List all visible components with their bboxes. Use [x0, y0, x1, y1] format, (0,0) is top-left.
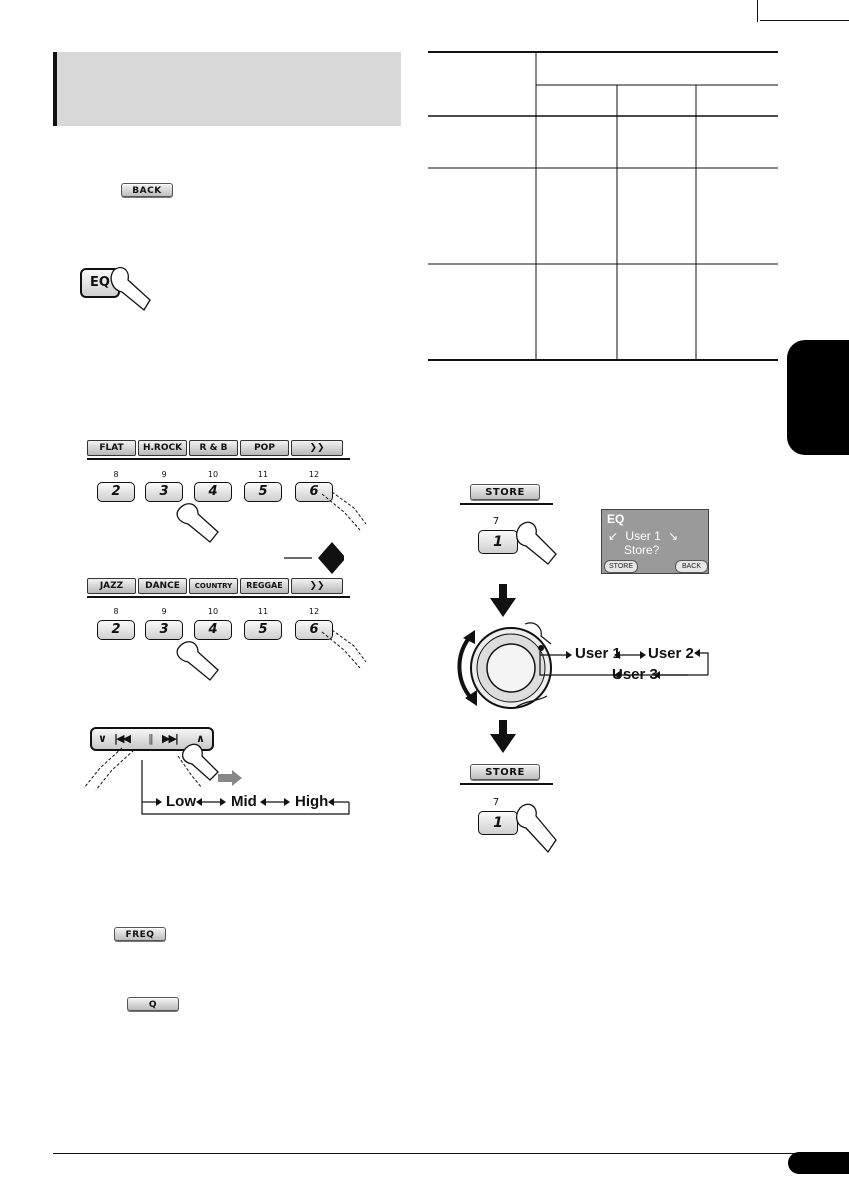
range-low-label: Low — [166, 793, 196, 810]
previous-icon[interactable]: |◀◀ — [114, 732, 129, 745]
next-page-icon[interactable]: ❯❯ — [291, 578, 343, 594]
preset-button-6[interactable]: 6 — [295, 482, 333, 502]
preset-number: 8 — [113, 470, 119, 479]
freq-button[interactable]: FREQ — [114, 927, 166, 941]
up-icon[interactable]: ∧ — [196, 732, 205, 745]
lcd-screen — [601, 509, 709, 574]
pressing-finger-icon — [508, 800, 564, 858]
footer-rule — [53, 1153, 849, 1154]
q-button[interactable]: Q — [127, 997, 179, 1011]
preset-button-5[interactable]: 5 — [244, 620, 282, 640]
preset-number: 12 — [308, 470, 320, 479]
step-down-arrow-icon — [490, 584, 516, 618]
lcd-line-1 — [608, 529, 678, 543]
separator-icon: ‖ — [148, 732, 154, 745]
eq-button-label: EQ — [90, 275, 110, 290]
language-side-tab — [787, 340, 849, 455]
lcd-title: EQ — [607, 512, 625, 526]
section-heading-box — [53, 52, 401, 126]
settings-table — [428, 50, 780, 364]
store-preset-number: 7 — [492, 797, 500, 808]
user-2-label: User 2 — [648, 645, 694, 662]
preset-rnb[interactable]: R & B — [189, 440, 238, 456]
eq-preset-strip-2 — [87, 578, 343, 594]
preset-reggae[interactable]: REGGAE — [240, 578, 289, 594]
user-3-label: User 3 — [612, 666, 658, 683]
preset-jazz[interactable]: JAZZ — [87, 578, 136, 594]
range-mid-label: Mid — [231, 793, 257, 810]
curve-arrow-right-icon: ↘ — [668, 529, 679, 543]
preset-button-3[interactable]: 3 — [145, 620, 183, 640]
preset-country[interactable]: COUNTRY — [189, 578, 238, 594]
user-1-label: User 1 — [575, 645, 621, 662]
pressing-finger-icon — [100, 262, 160, 317]
preset-number: 12 — [308, 607, 320, 616]
store-button[interactable]: STORE — [470, 764, 540, 780]
preset-button-1[interactable]: 1 — [478, 811, 518, 835]
preset-number: 8 — [113, 607, 119, 616]
preset-flat[interactable]: FLAT — [87, 440, 136, 456]
preset-button-4[interactable]: 4 — [194, 620, 232, 640]
next-icon[interactable]: ▶▶| — [162, 732, 177, 745]
divider — [460, 783, 553, 785]
dashed-finger-icon — [78, 744, 138, 792]
preset-button-2[interactable]: 2 — [97, 482, 135, 502]
dashed-finger-icon — [318, 628, 368, 676]
preset-number: 10 — [207, 607, 219, 616]
lcd-back-button[interactable]: BACK — [675, 560, 708, 573]
pressing-finger-icon — [170, 498, 230, 548]
preset-button-5[interactable]: 5 — [244, 482, 282, 502]
preset-button-6[interactable]: 6 — [295, 620, 333, 640]
down-icon[interactable]: ∨ — [98, 732, 107, 745]
pressing-finger-icon — [508, 518, 564, 570]
step-down-arrow-icon — [490, 720, 516, 754]
divider — [87, 596, 350, 598]
lcd-line-1-text: User 1 — [625, 529, 661, 543]
preset-button-1[interactable]: 1 — [478, 530, 518, 554]
lcd-line-2: Store? — [624, 543, 660, 557]
preset-number: 9 — [161, 470, 167, 479]
preset-button-3[interactable]: 3 — [145, 482, 183, 502]
preset-button-4[interactable]: 4 — [194, 482, 232, 502]
preset-number: 9 — [161, 607, 167, 616]
crop-mark — [760, 20, 849, 21]
preset-number: 11 — [257, 470, 269, 479]
crop-mark — [757, 0, 758, 22]
store-button[interactable]: STORE — [470, 484, 540, 500]
lcd-store-button[interactable]: STORE — [604, 560, 638, 573]
dashed-finger-icon — [318, 490, 368, 538]
preset-number: 10 — [207, 470, 219, 479]
preset-hrock[interactable]: H.ROCK — [138, 440, 187, 456]
next-page-icon[interactable]: ❯❯ — [291, 440, 343, 456]
preset-button-2[interactable]: 2 — [97, 620, 135, 640]
page-number-tab — [788, 1152, 849, 1174]
toggle-arrow-icon — [282, 540, 344, 576]
pressing-finger-icon — [170, 636, 230, 686]
preset-dance[interactable]: DANCE — [138, 578, 187, 594]
back-button[interactable]: BACK — [121, 183, 173, 197]
eq-preset-strip-1 — [87, 440, 343, 456]
divider — [87, 458, 350, 460]
store-preset-number: 7 — [492, 516, 500, 527]
range-high-label: High — [295, 793, 329, 810]
preset-number: 11 — [257, 607, 269, 616]
curve-arrow-left-icon: ↙ — [608, 529, 619, 543]
divider — [460, 503, 553, 505]
preset-pop[interactable]: POP — [240, 440, 289, 456]
